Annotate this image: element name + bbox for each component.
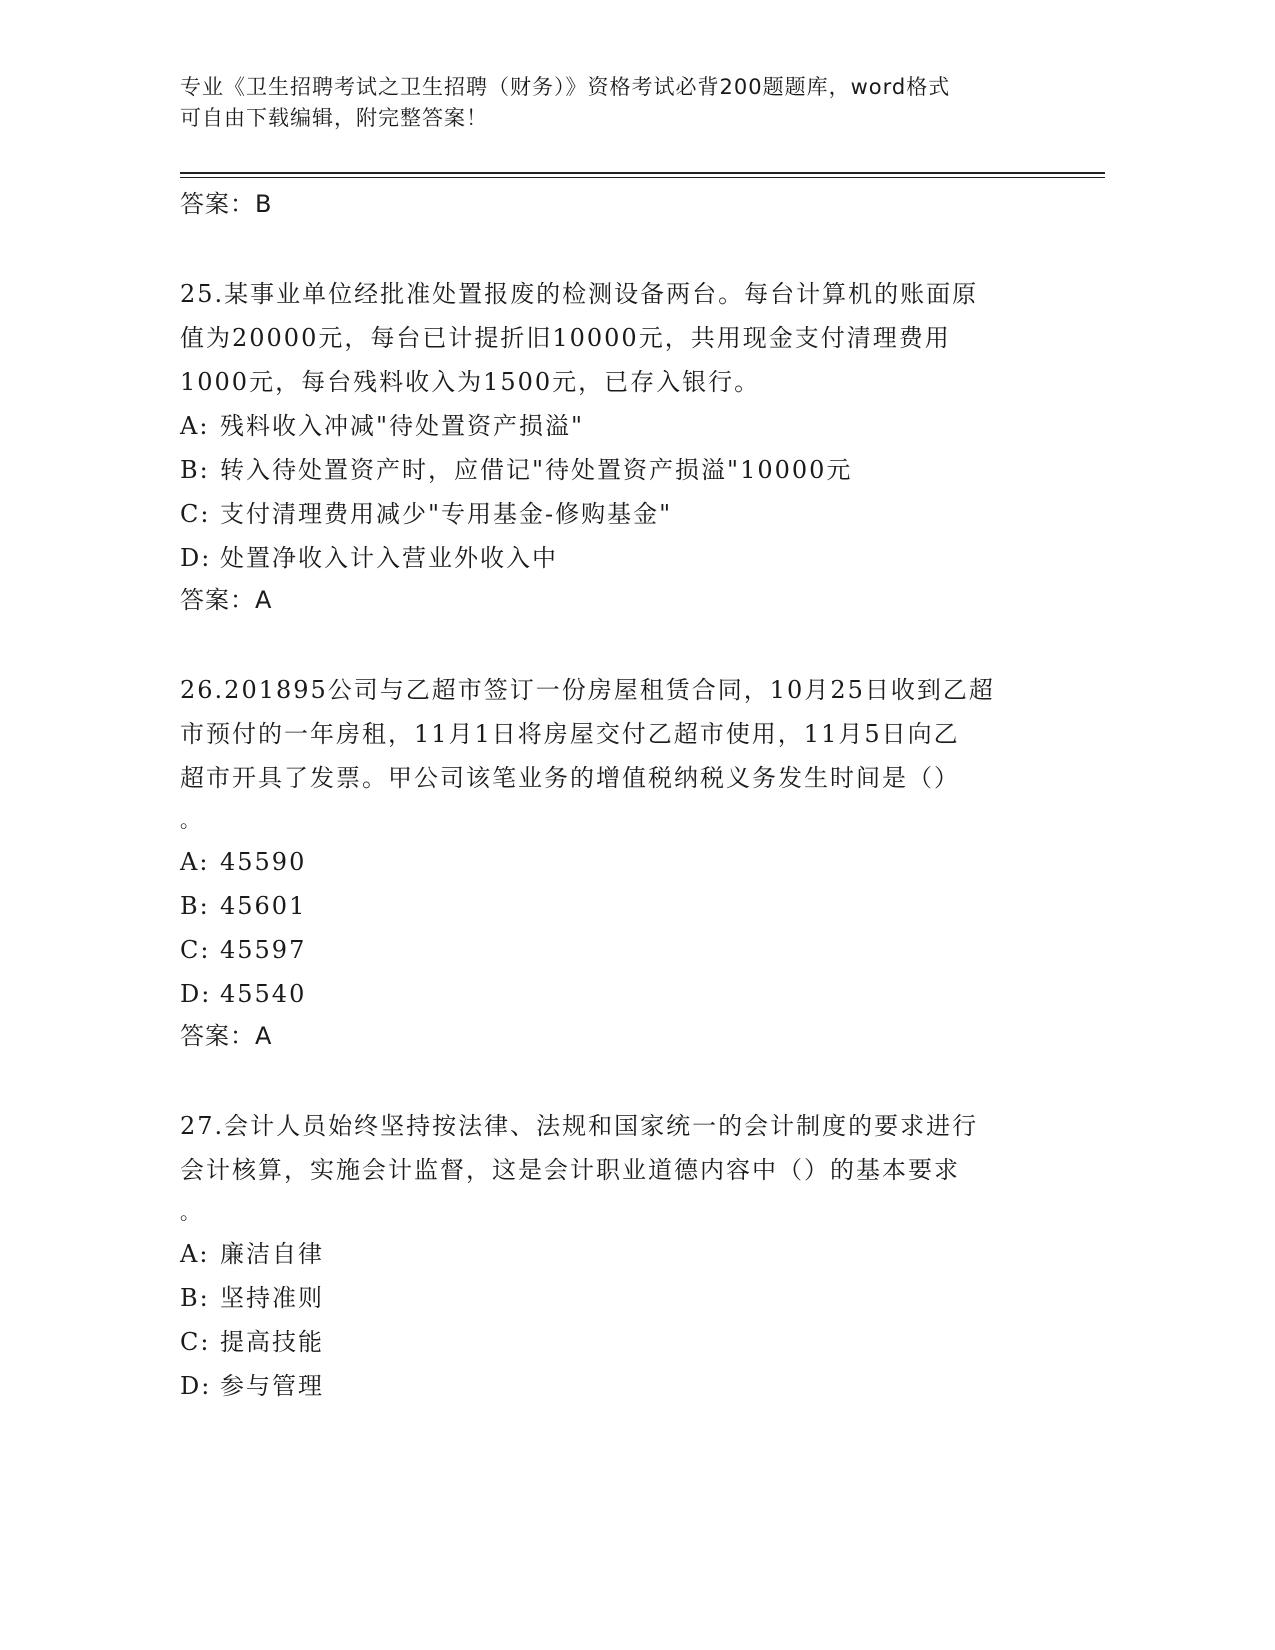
option-key: D: — [180, 544, 212, 572]
option-key: B: — [180, 892, 210, 920]
option-c — [180, 928, 1040, 972]
option-text: 提高技能 — [220, 1328, 324, 1356]
header-line-1: 专业《卫生招聘考试之卫生招聘（财务）》资格考试必背200题题库，word格式 — [180, 75, 951, 99]
option-text: 参与管理 — [220, 1372, 324, 1400]
answer-line: 答案：A — [180, 586, 273, 614]
option-key: A: — [180, 848, 210, 876]
question-stem — [180, 272, 1040, 404]
stem-line: 市预付的一年房租，11月1日将房屋交付乙超市使用，11月5日向乙 — [180, 720, 960, 748]
option-c — [180, 492, 1040, 536]
option-text: 45590 — [220, 848, 307, 876]
option-key: D: — [180, 980, 212, 1008]
option-text: 廉洁自律 — [220, 1240, 324, 1268]
question-stem — [180, 668, 1040, 840]
option-c — [180, 1320, 1040, 1364]
option-text: 处置净收入计入营业外收入中 — [220, 544, 558, 572]
stem-line: 1000元，每台残料收入为1500元，已存入银行。 — [180, 368, 761, 396]
question-26 — [180, 668, 1040, 1056]
option-text: 45540 — [220, 980, 307, 1008]
document-header — [180, 72, 1040, 134]
option-key: B: — [180, 456, 210, 484]
option-key: C: — [180, 936, 211, 964]
stem-line: 会计核算，实施会计监督，这是会计职业道德内容中（）的基本要求 — [180, 1156, 960, 1184]
option-d — [180, 1364, 1040, 1408]
option-key: A: — [180, 412, 210, 440]
stem-tail: 。 — [180, 808, 202, 832]
option-text: 转入待处置资产时，应借记"待处置资产损溢"10000元 — [220, 456, 853, 484]
stem-line: 值为20000元，每台已计提折旧10000元，共用现金支付清理费用 — [180, 324, 951, 352]
option-key: B: — [180, 1284, 210, 1312]
header-divider-thin — [180, 177, 1105, 178]
option-key: D: — [180, 1372, 212, 1400]
option-text: 残料收入冲减"待处置资产损溢" — [220, 412, 585, 440]
option-key: A: — [180, 1240, 210, 1268]
option-key: C: — [180, 500, 211, 528]
option-key: C: — [180, 1328, 211, 1356]
question-25 — [180, 272, 1040, 620]
question-stem — [180, 1104, 1040, 1232]
option-text: 45601 — [220, 892, 307, 920]
stem-line: 超市开具了发票。甲公司该笔业务的增值税纳税义务发生时间是（） — [180, 764, 960, 792]
header-divider-thick — [180, 172, 1105, 174]
question-list — [180, 182, 1040, 1408]
option-text: 45597 — [220, 936, 307, 964]
option-d — [180, 972, 1040, 1016]
option-text: 支付清理费用减少"专用基金-修购基金" — [220, 500, 673, 528]
option-b — [180, 884, 1040, 928]
answer-line: 答案：A — [180, 1022, 273, 1050]
stem-line: 27.会计人员始终坚持按法律、法规和国家统一的会计制度的要求进行 — [180, 1112, 979, 1140]
option-a — [180, 404, 1040, 448]
stem-tail: 。 — [180, 1200, 202, 1224]
option-a — [180, 840, 1040, 884]
option-b — [180, 1276, 1040, 1320]
answer-line: 答案：B — [180, 190, 273, 218]
question-27 — [180, 1104, 1040, 1408]
stem-line: 25.某事业单位经批准处置报废的检测设备两台。每台计算机的账面原 — [180, 280, 979, 308]
option-a — [180, 1232, 1040, 1276]
option-b — [180, 448, 1040, 492]
stem-line: 26.201895公司与乙超市签订一份房屋租赁合同，10月25日收到乙超 — [180, 676, 995, 704]
option-d — [180, 536, 1040, 580]
option-text: 坚持准则 — [220, 1284, 324, 1312]
header-line-2: 可自由下载编辑，附完整答案！ — [180, 106, 488, 130]
